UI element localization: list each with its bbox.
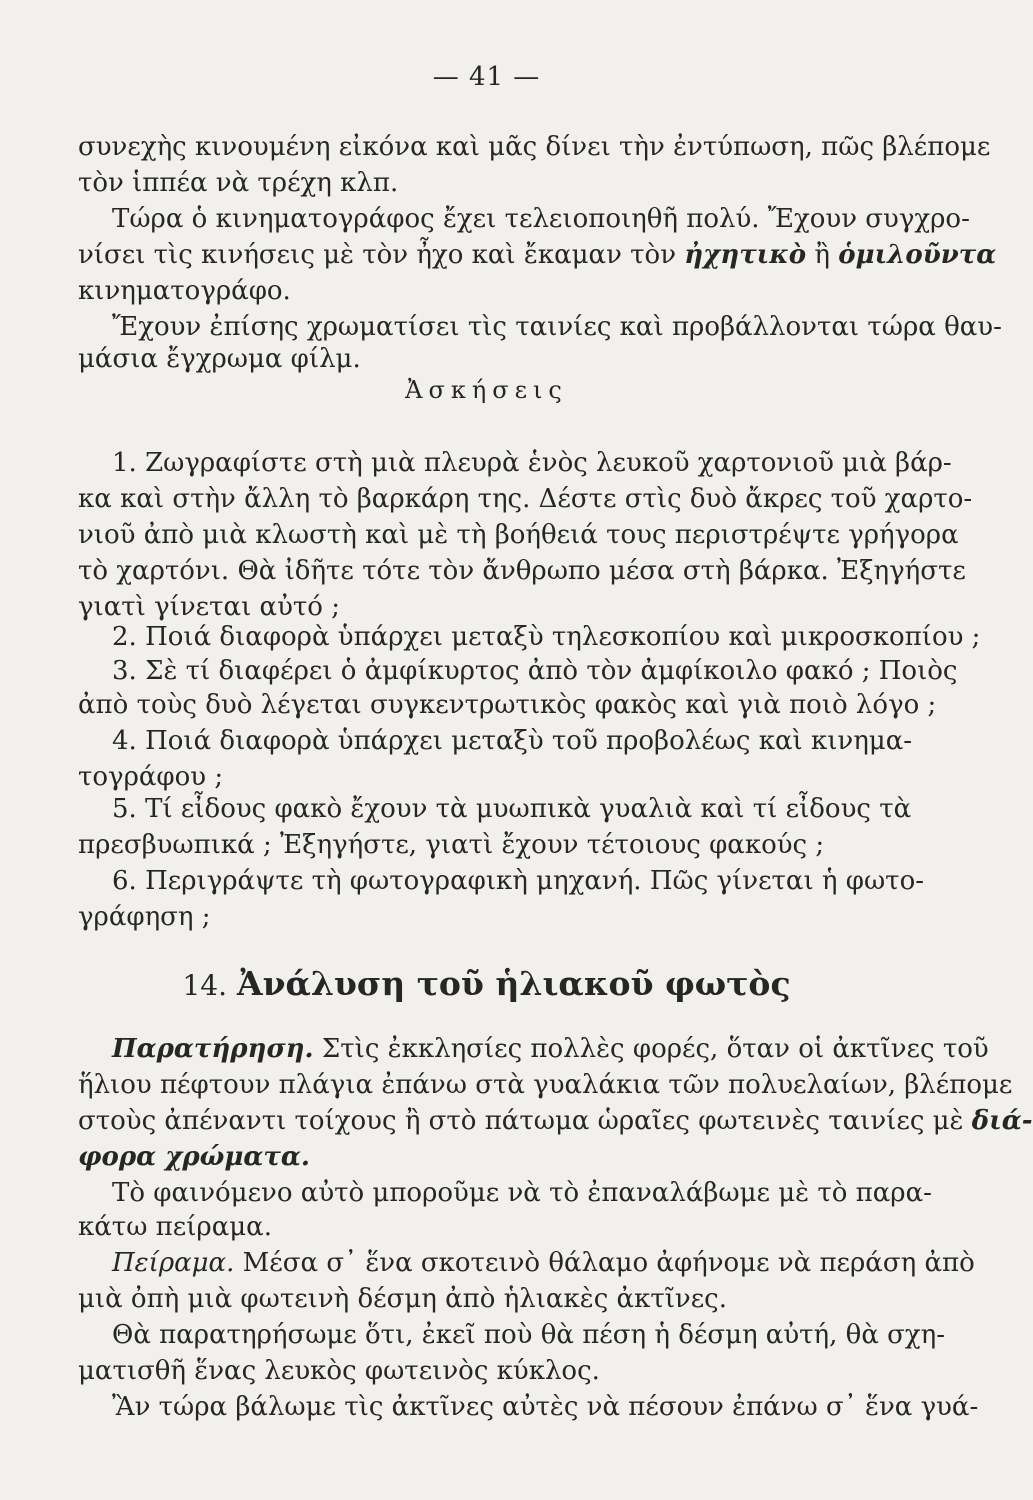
- text-line: Τὸ φαινόμενο αὐτὸ μποροῦμε νὰ τὸ ἐπαναλάβωμε μὲ τὸ παρα-: [112, 1178, 932, 1208]
- text-line: Πείραμα. Μέσα σ᾿ ἕνα σκοτεινὸ θάλαμο ἀφήνομε νὰ περάση ἀπὸ: [112, 1248, 975, 1278]
- section-number: 14.: [182, 969, 227, 1002]
- emphasis-term: διά-: [971, 1106, 1033, 1136]
- text-line: μάσια ἔγχρωμα φίλμ.: [78, 344, 361, 374]
- paragraph-label: Πείραμα.: [112, 1248, 235, 1278]
- exercise-6: 6. Περιγράψτε τὴ φωτογραφικὴ μηχανή. Πῶς γίνεται ἡ φωτο-: [112, 866, 925, 896]
- text-line: Ἔχουν ἐπίσης χρωματίσει τὶς ταινίες καὶ προβάλλονται τώρα θαυ-: [112, 312, 1002, 342]
- page-number: — 41 —: [432, 62, 541, 92]
- text-line: συνεχὴς κινουμένη εἰκόνα καὶ μᾶς δίνει τὴν ἐντύπωση, πῶς βλέπομε: [78, 132, 991, 162]
- text-line: Θὰ παρατηρήσωμε ὅτι, ἐκεῖ ποὺ θὰ πέση ἡ δέσμη αὐτή, θὰ σχη-: [112, 1320, 946, 1350]
- text-line: μιὰ ὀπὴ μιὰ φωτεινὴ δέσμη ἀπὸ ἡλιακὲς ἀκτῖνες.: [78, 1284, 728, 1314]
- paragraph-label: Παρατήρηση.: [112, 1034, 314, 1064]
- section-title: [0, 964, 973, 1003]
- text-line: Τώρα ὁ κινηματογράφος ἔχει τελειοποιηθῆ πολύ. Ἔχουν συγχρο-: [112, 204, 970, 234]
- exercise-4: 4. Ποιά διαφορὰ ὑπάρχει μεταξὺ τοῦ προβολέως καὶ κινημα-: [112, 726, 913, 756]
- text-line: ἀπὸ τοὺς δυὸ λέγεται συγκεντρωτικὸς φακὸς καὶ γιὰ ποιὸ λόγο ;: [78, 690, 937, 720]
- text-line: νιοῦ ἀπὸ μιὰ κλωστὴ καὶ μὲ τὴ βοήθειά τους περιστρέψτε γρήγορα: [78, 520, 959, 550]
- exercise-2: 2. Ποιά διαφορὰ ὑπάρχει μεταξὺ τηλεσκοπίου καὶ μικροσκοπίου ;: [112, 622, 981, 652]
- text-line: πρεσβυωπικά ; Ἐξηγήστε, γιατὶ ἔχουν τέτοιους φακούς ;: [78, 830, 825, 860]
- exercise-5: 5. Τί εἶδους φακὸ ἔχουν τὰ μυωπικὰ γυαλιὰ καὶ τί εἶδους τὰ: [112, 794, 912, 824]
- exercise-3: 3. Σὲ τί διαφέρει ὁ ἀμφίκυρτος ἀπὸ τὸν ἀμφίκοιλο φακό ; Ποιὸς: [112, 656, 958, 686]
- text-line: κινηματογράφο.: [78, 276, 291, 306]
- exercise-1: 1. Ζωγραφίστε στὴ μιὰ πλευρὰ ἑνὸς λευκοῦ χαρτονιοῦ μιὰ βάρ-: [112, 448, 952, 478]
- text-line: Ἂν τώρα βάλωμε τὶς ἀκτῖνες αὐτὲς νὰ πέσουν ἐπάνω σ᾿ ἕνα γυά-: [112, 1392, 979, 1422]
- text-line: τογράφου ;: [78, 762, 224, 792]
- text-line: γιατὶ γίνεται αὐτό ;: [78, 592, 340, 622]
- text-line: κα καὶ στὴν ἄλλη τὸ βαρκάρη της. Δέστε στὶς δυὸ ἄκρες τοῦ χαρτο-: [78, 484, 973, 514]
- text-line: Παρατήρηση. Στὶς ἐκκλησίες πολλὲς φορές, ὅταν οἱ ἀκτῖνες τοῦ: [112, 1034, 989, 1064]
- text-line: τὸν ἱππέα νὰ τρέχη κλπ.: [78, 168, 399, 198]
- text-line: στοὺς ἀπέναντι τοίχους ἢ στὸ πάτωμα ὡραῖες φωτεινὲς ταινίες μὲ διά-: [78, 1106, 1033, 1136]
- text-line: ἥλιου πέφτουν πλάγια ἐπάνω στὰ γυαλάκια τῶν πολυελαίων, βλέπομε: [78, 1070, 1013, 1100]
- emphasis-term: ὁμιλοῦντα: [838, 240, 997, 270]
- text-line: νίσει τὶς κινήσεις μὲ τὸν ἦχο καὶ ἔκαμαν τὸν ἠχητικὸ ἢ ὁμιλοῦντα: [78, 240, 997, 270]
- section-title-text: Ἀνάλυση τοῦ ἡλιακοῦ φωτὸς: [236, 964, 791, 1003]
- text-line: κάτω πείραμα.: [78, 1212, 272, 1242]
- emphasis-term: ἠχητικὸ: [684, 240, 807, 270]
- exercises-heading: Ἀσκήσεις: [405, 376, 568, 404]
- text-line: τὸ χαρτόνι. Θὰ ἰδῆτε τότε τὸν ἄνθρωπο μέσα στὴ βάρκα. Ἐξηγήστε: [78, 556, 966, 586]
- text-line: ματισθῆ ἕνας λευκὸς φωτεινὸς κύκλος.: [78, 1356, 600, 1386]
- text-line: γράφηση ;: [78, 902, 211, 932]
- emphasis-term: φορα χρώματα.: [78, 1142, 310, 1172]
